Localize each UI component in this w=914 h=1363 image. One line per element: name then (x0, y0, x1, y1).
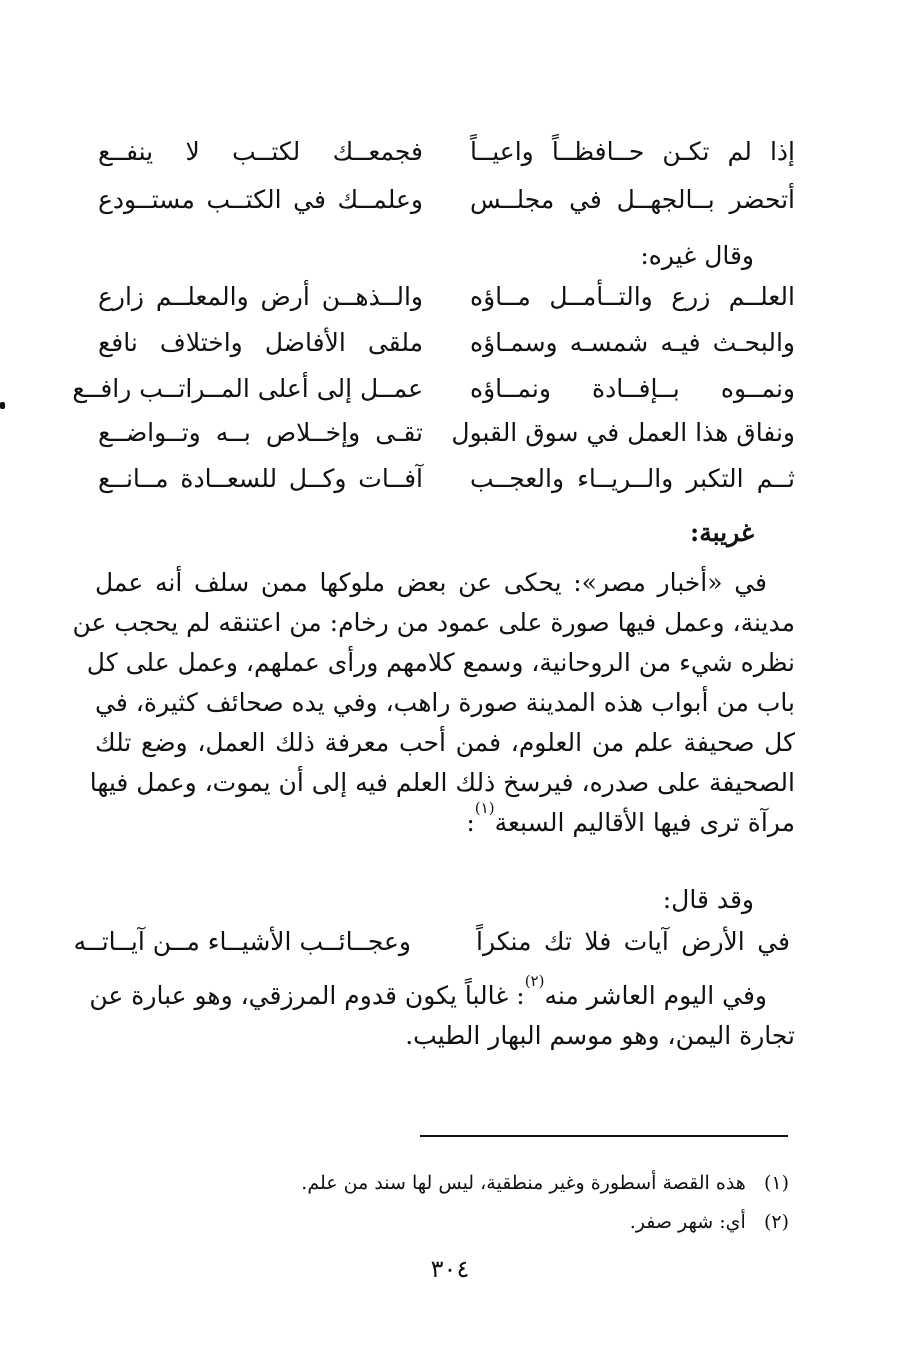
paragraph-last-colon: : (466, 808, 475, 837)
poem2-line3-left: عمــل إلى أعلى المــراتــب رافــع (72, 374, 423, 403)
poem2-line3-right: ونمــوه بــإفــادة ونمــاؤه (470, 374, 795, 403)
footnote-mark-2: (٢) (524, 972, 545, 990)
paragraph-line: كل صحيفة علم من العلوم، فمن أحب معرفة ذلك العمل، وضع تلك (95, 728, 795, 757)
poem2-line1-left: والــذهــن أرض والمعلــم زارع (98, 282, 423, 311)
footnote-divider (420, 1135, 788, 1137)
poem2-line5-right: ثــم التكبر والــريــاء والعجــب (470, 464, 795, 493)
label-qal-ghayruh: وقال غيره: (640, 241, 754, 270)
poem2-line5-left: آفــات وكــل للسعــادة مــانــع (98, 464, 423, 493)
poem2-line1-right: العلــم زرع والتــأمــل مــاؤه (470, 282, 795, 311)
poem2-line4-right: ونفاق هذا العمل في سوق القبول (451, 418, 795, 447)
paragraph-line: في «أخبار مصر»: يحكى عن بعض ملوكها ممن سلف أنه عمل (95, 568, 767, 597)
footnote-text: أي: شهر صفر. (629, 1211, 746, 1233)
poem1-line2-right: أتحضر بــالجهــل في مجلــس (470, 185, 795, 214)
poem2-line4-left: تقـى وإخــلاص بــه وتــواضــع (98, 418, 423, 447)
poem1-line1-left: فجمعــك لكتــب لا ينفــع (98, 137, 423, 166)
footnote-2 (630, 1207, 789, 1237)
verse3-left: وعجــائــب الأشيــاء مــن آيــاتــه (73, 927, 411, 956)
paragraph2-rest: : غالباً يكون قدوم المرزقي، وهو عبارة عن (89, 981, 525, 1010)
paragraph-akhbar-misr (72, 563, 795, 843)
paragraph-line: الصحيفة على صدره، فيرسخ ذلك العلم فيه إلى أن يموت، وعمل فيها (89, 768, 795, 797)
margin-mark (0, 402, 5, 409)
heading-gharibah: غريبة: (689, 518, 754, 547)
footnote-mark-1: (١) (474, 799, 495, 817)
paragraph-line (89, 972, 795, 1016)
footnote-number: (٢) (763, 1211, 789, 1233)
paragraph2-start: وفي اليوم العاشر منه (544, 981, 767, 1010)
paragraph-line: تجارة اليمن، وهو موسم البهار الطيب. (405, 1021, 795, 1050)
poem1-line2-left: وعلمــك في الكتــب مستــودع (98, 185, 423, 214)
poem2-line2-left: ملقى الأفاضل واختلاف نافع (98, 328, 423, 357)
label-waqad-qal: وقد قال: (662, 885, 754, 914)
poem1-line1-right: إذا لم تكـن حــافظــاً واعيــاً (470, 137, 795, 166)
paragraph-line: مدينة، وعمل فيها صورة على عمود من رخام: من اعتنقه لم يحجب عن (72, 608, 795, 637)
footnote-1 (301, 1168, 789, 1198)
paragraph-line: نظره شيء من الروحانية، وسمع كلامهم ورأى عملهم، وعمل على كل (86, 648, 795, 677)
paragraph-yawm-ashir (89, 972, 795, 1056)
page-number: ٣٠٤ (430, 1255, 470, 1283)
paragraph-line: باب من أبواب هذه المدينة صورة راهب، وفي يده صحائف كثيرة، في (95, 688, 795, 717)
paragraph-last-text: مرآة ترى فيها الأقاليم السبعة (494, 808, 795, 837)
paragraph-line (95, 799, 795, 843)
footnote-number: (١) (763, 1172, 789, 1194)
poem2-line2-right: والبحـث فيـه شمسـه وسمـاؤه (470, 328, 795, 357)
footnote-text: هذه القصة أسطورة وغير منطقية، ليس لها سند من علم. (301, 1172, 746, 1194)
verse3-right: في الأرض آيات فلا تك منكراً (476, 927, 790, 956)
